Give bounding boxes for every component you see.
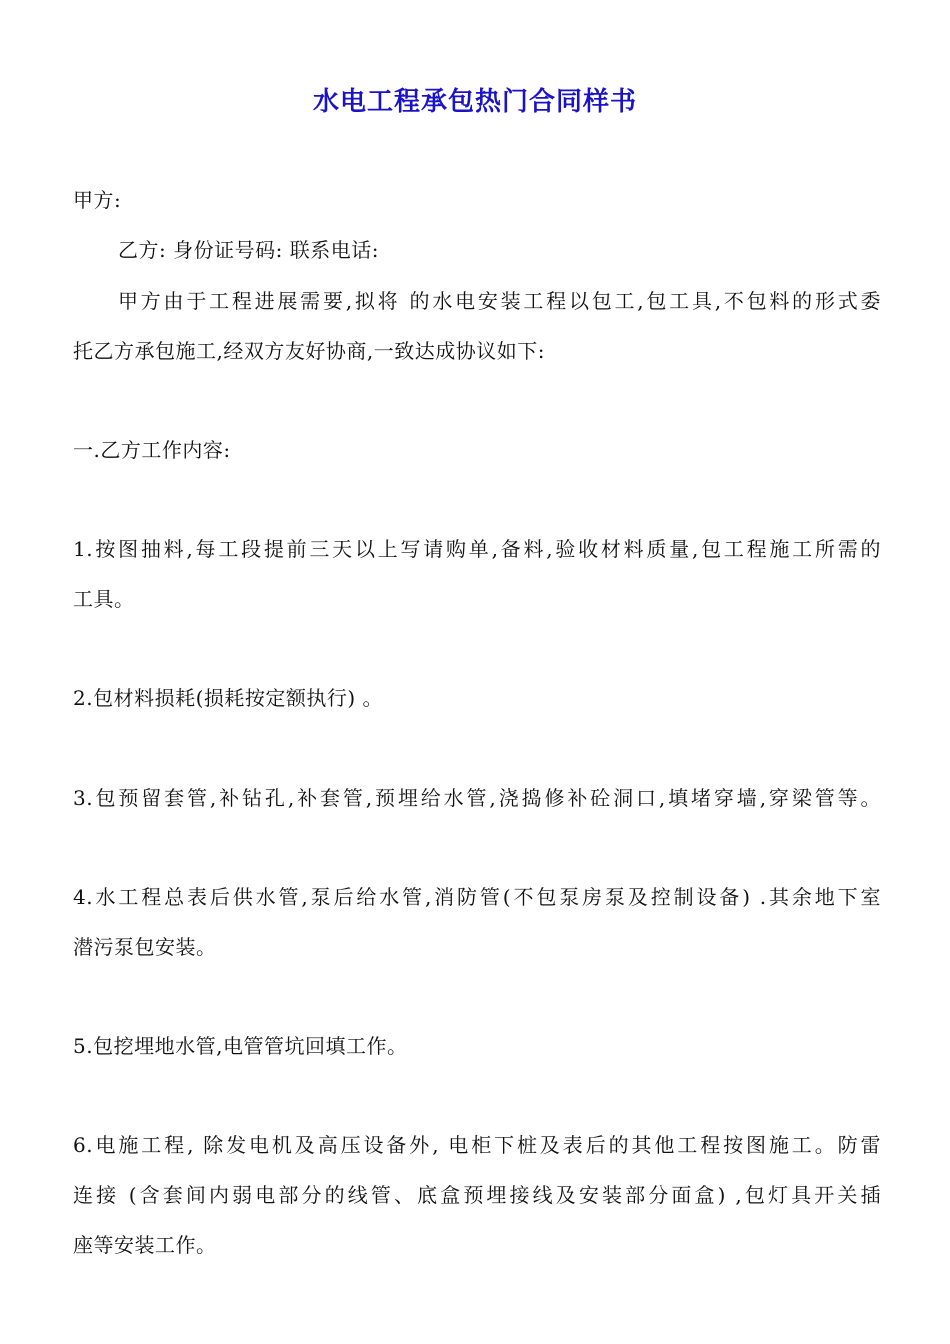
item-6-line-2: 连接 (含套间内弱电部分的线管、底盒预埋接线及安装部分面盒) ,包灯具开关插	[73, 1183, 881, 1207]
item-1-line-1: 1.按图抽料,每工段提前三天以上写请购单,备料,验收材料质量,包工程施工所需的	[73, 537, 881, 561]
party-a-line: 甲方:	[73, 188, 122, 212]
item-4-line-2: 潜污泵包安装。	[73, 935, 217, 959]
item-4-line-1: 4.水工程总表后供水管,泵后给水管,消防管(不包泵房泵及控制设备) .其余地下室	[73, 885, 881, 909]
item-6-line-3: 座等安装工作。	[73, 1233, 217, 1257]
intro-line-1: 甲方由于工程进展需要,拟将 的水电安装工程以包工,包工具,不包料的形式委	[118, 289, 881, 313]
document-title: 水电工程承包热门合同样书	[312, 87, 637, 117]
intro-line-2: 托乙方承包施工,经双方友好协商,一致达成协议如下:	[73, 339, 545, 363]
section-heading: 一.乙方工作内容:	[73, 438, 231, 462]
item-1-line-2: 工具。	[73, 587, 135, 611]
item-3-line-1: 3.包预留套管,补钻孔,补套管,预埋给水管,浇捣修补砼洞口,填堵穿墙,穿梁管等。	[73, 786, 881, 810]
party-b-line: 乙方: 身份证号码: 联系电话:	[118, 238, 379, 262]
item-6-line-1: 6.电施工程, 除发电机及高压设备外, 电柜下桩及表后的其他工程按图施工。防雷	[73, 1133, 881, 1157]
item-5-line-1: 5.包挖埋地水管,电管管坑回填工作。	[73, 1034, 408, 1058]
item-2-line-1: 2.包材料损耗(损耗按定额执行) 。	[73, 686, 384, 710]
